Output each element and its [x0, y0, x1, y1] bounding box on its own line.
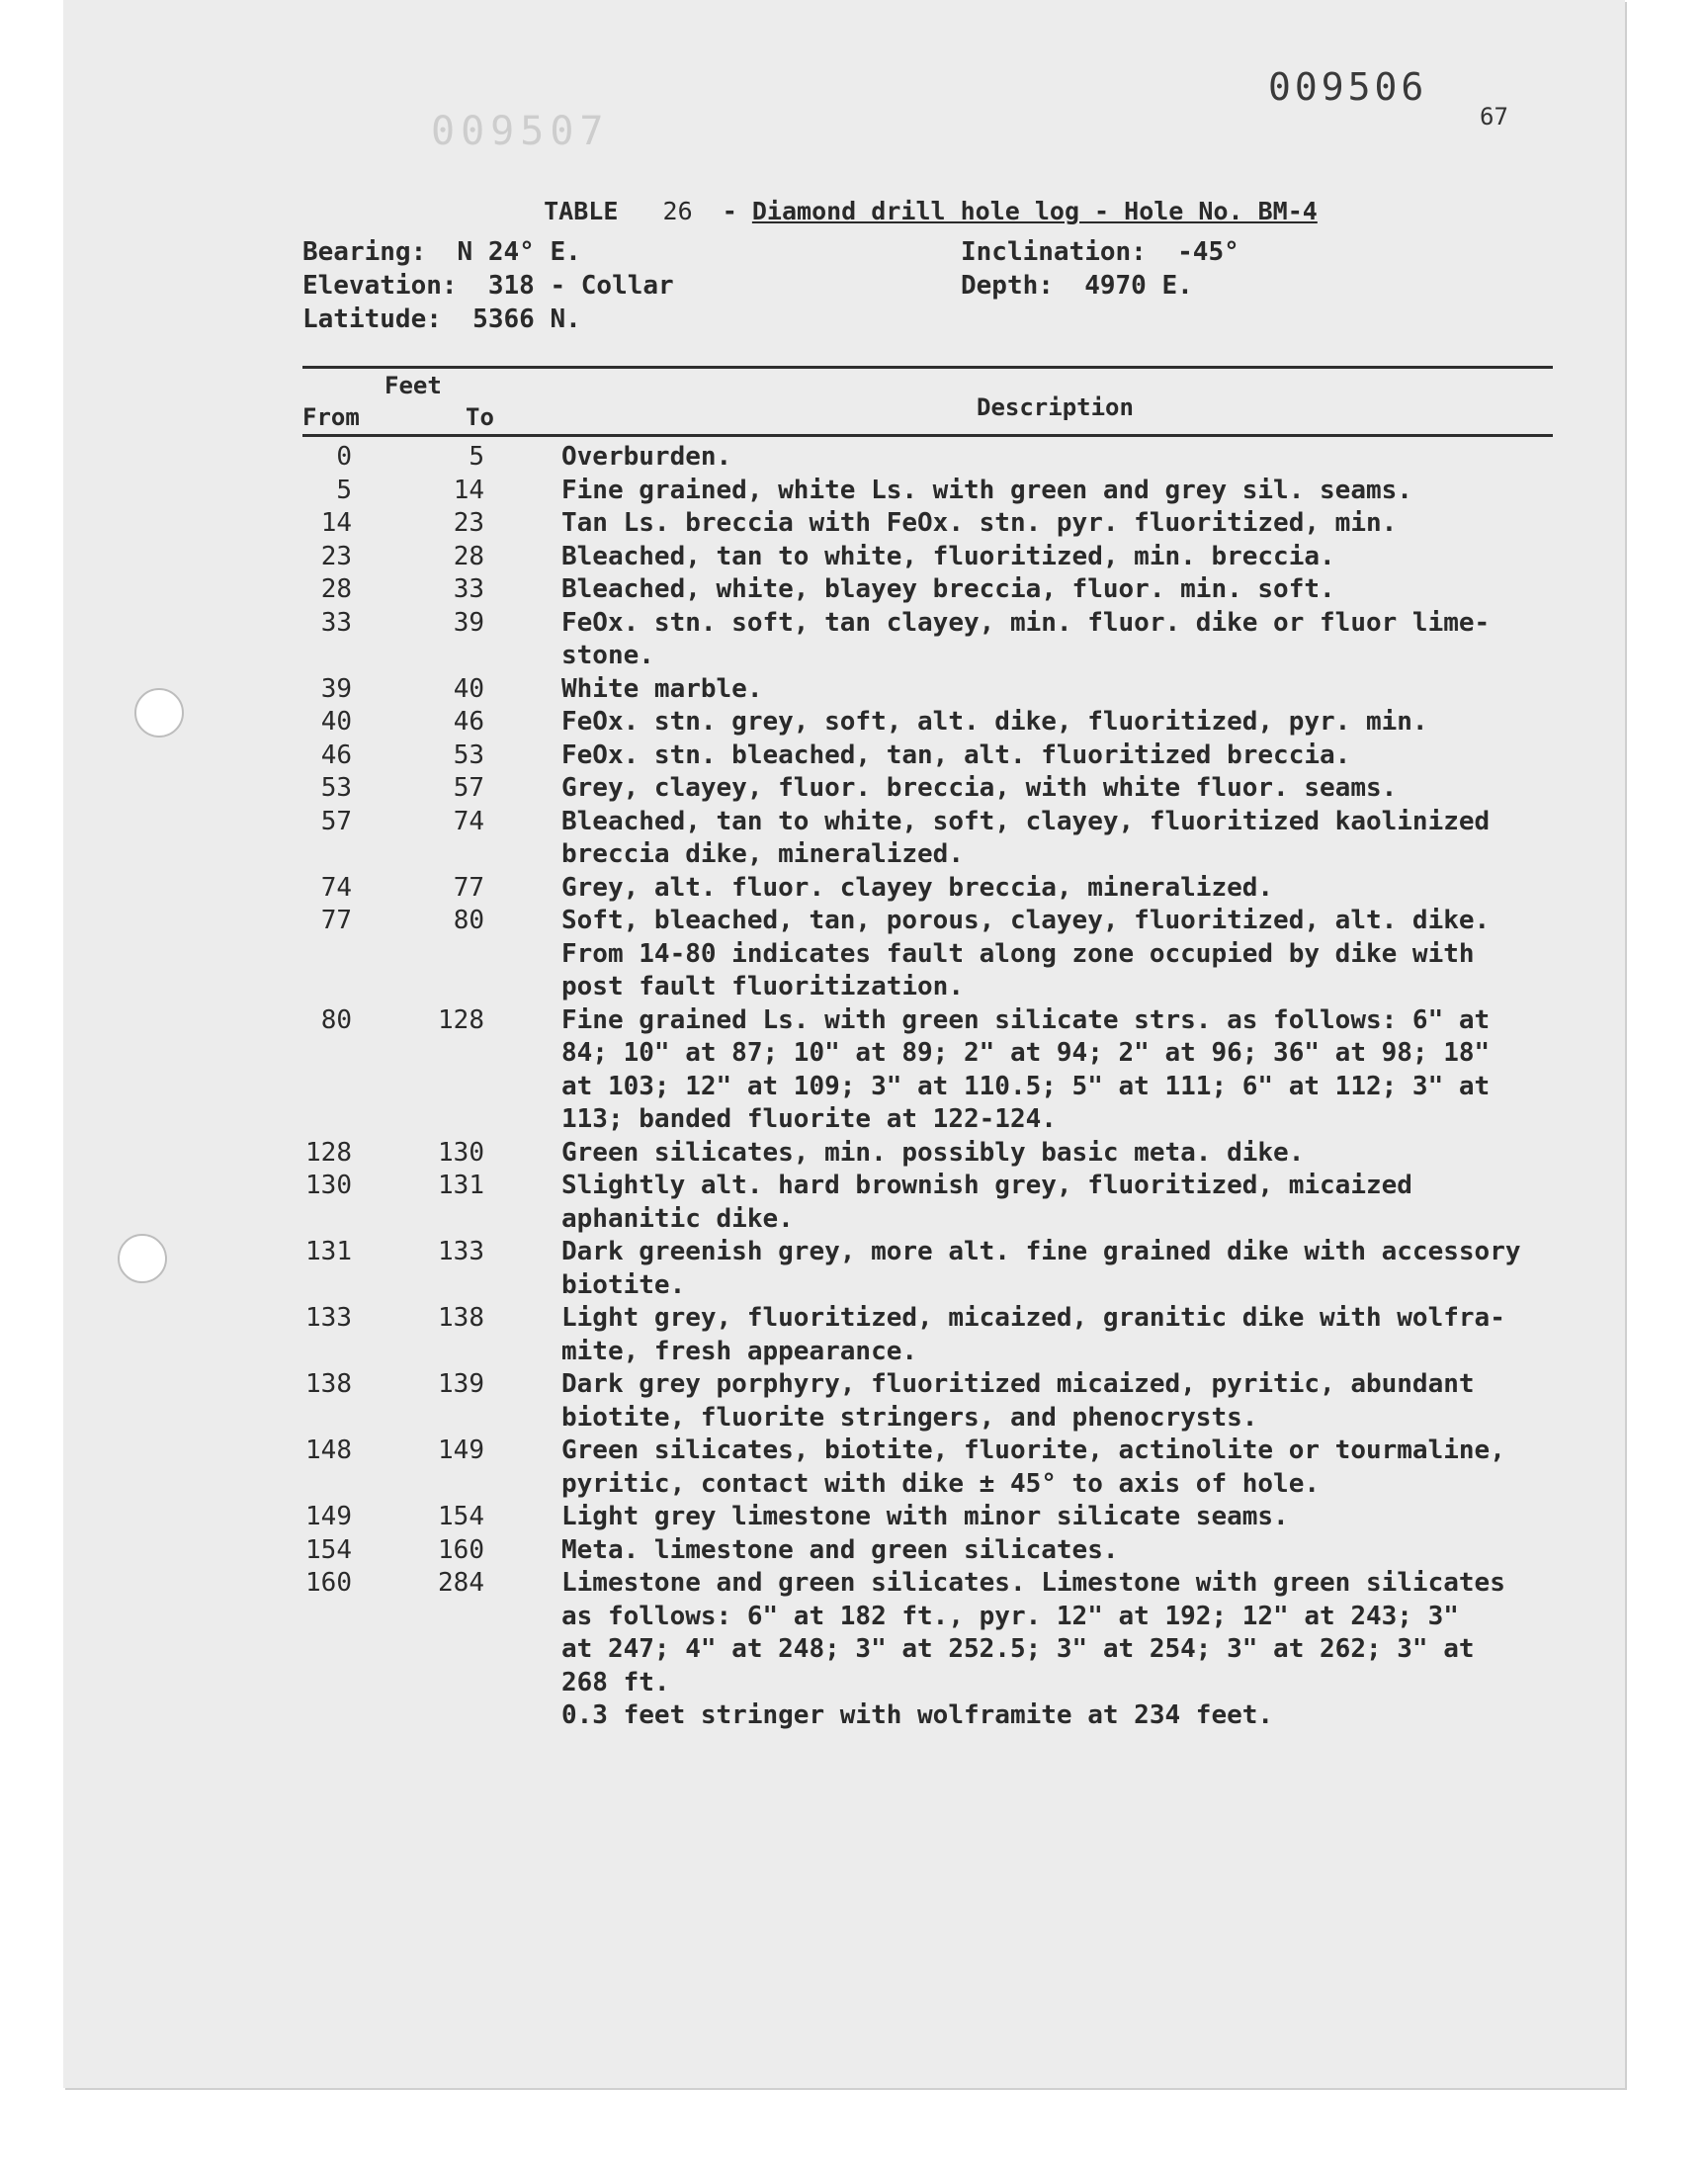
from-feet: 128	[305, 1137, 352, 1168]
table-header-rule	[302, 434, 1553, 437]
from-feet: 33	[320, 607, 352, 638]
from-feet: 74	[320, 872, 352, 903]
from-feet: 28	[320, 574, 352, 604]
bearing: Bearing: N 24° E.	[302, 237, 581, 267]
page-number: 67	[1480, 103, 1508, 130]
description: Grey, clayey, fluor. breccia, with white fluor. seams.	[561, 773, 1398, 803]
from-feet: 77	[320, 906, 352, 935]
table-row	[0, 573, 1581, 607]
description: Meta. limestone and green silicates.	[561, 1534, 1119, 1565]
description: Grey, alt. fluor. clayey breccia, mineralized.	[561, 872, 1274, 903]
description: Green silicates, min. possibly basic meta. dike.	[561, 1137, 1305, 1168]
table-row	[0, 1302, 1581, 1368]
from-feet: 154	[305, 1534, 352, 1565]
column-header-to: To	[466, 403, 494, 431]
from-feet: 133	[305, 1303, 352, 1333]
from-feet: 46	[320, 740, 352, 770]
to-feet: 154	[438, 1502, 484, 1531]
table-row	[0, 772, 1581, 806]
to-feet: 57	[453, 773, 484, 803]
to-feet: 5	[469, 442, 484, 472]
depth: Depth: 4970 E.	[961, 271, 1193, 301]
inclination: Inclination: -45°	[961, 237, 1239, 267]
from-feet: 0	[336, 442, 352, 472]
from-feet: 80	[320, 1004, 352, 1035]
table-row	[0, 1534, 1581, 1568]
title-number: 26	[662, 197, 693, 225]
description: Soft, bleached, tan, porous, clayey, fluoritized, alt. dike. From 14-80 indicates fault along zone occupied by dike with post fault fluoritization.	[561, 906, 1491, 1001]
to-feet: 160	[438, 1534, 484, 1565]
to-feet: 46	[453, 707, 484, 737]
from-feet: 149	[305, 1502, 352, 1531]
title-prefix: TABLE	[544, 197, 619, 225]
to-feet: 74	[453, 806, 484, 836]
to-feet: 40	[453, 673, 484, 704]
from-feet: 138	[305, 1369, 352, 1399]
document-number: 009506	[1268, 65, 1428, 109]
to-feet: 33	[453, 574, 484, 604]
from-feet: 14	[320, 508, 352, 538]
table-row	[0, 673, 1581, 707]
description: Light grey limestone with minor silicate seams.	[561, 1502, 1289, 1531]
from-feet: 40	[320, 707, 352, 737]
table-row	[0, 1004, 1581, 1137]
description: Slightly alt. hard brownish grey, fluoritized, micaized aphanitic dike.	[561, 1171, 1412, 1234]
from-feet: 57	[320, 806, 352, 836]
description: Bleached, white, blayey breccia, fluor. min. soft.	[561, 574, 1335, 604]
description: Dark greenish grey, more alt. fine grained dike with accessory biotite.	[561, 1237, 1521, 1300]
to-feet: 128	[438, 1004, 484, 1035]
table-row	[0, 1137, 1581, 1171]
from-feet: 5	[336, 475, 352, 505]
to-feet: 130	[438, 1137, 484, 1168]
column-header-feet: Feet	[384, 372, 442, 399]
description: Bleached, tan to white, soft, clayey, fluoritized kaolinized breccia dike, mineralized.	[561, 806, 1491, 869]
faint-document-number: 009507	[431, 109, 610, 154]
to-feet: 53	[453, 740, 484, 770]
description: Fine grained Ls. with green silicate strs. as follows: 6" at 84; 10" at 87; 10" at 89; 2" at 94; 2" at 96; 36" at 98; 18" at 103; 12" at 109; 3" at 110.5; 5" at 111; 6" at 112; 3" at 113; banded fluorite at 122-124.	[561, 1004, 1491, 1134]
table-row	[0, 1435, 1581, 1501]
from-feet: 160	[305, 1568, 352, 1598]
description: FeOx. stn. bleached, tan, alt. fluoritized breccia.	[561, 740, 1351, 770]
table-row	[0, 1567, 1581, 1733]
table-row	[0, 475, 1581, 508]
column-header-from: From	[302, 403, 360, 431]
elevation: Elevation: 318 - Collar	[302, 271, 674, 301]
to-feet: 138	[438, 1303, 484, 1333]
description: FeOx. stn. soft, tan clayey, min. fluor. dike or fluor lime- stone.	[561, 607, 1491, 670]
to-feet: 23	[453, 508, 484, 538]
table-row	[0, 507, 1581, 541]
table-row	[0, 1368, 1581, 1435]
description: Fine grained, white Ls. with green and grey sil. seams.	[561, 475, 1412, 505]
description: Dark grey porphyry, fluoritized micaized, pyritic, abundant biotite, fluorite stringers, and phenocrysts.	[561, 1369, 1475, 1433]
table-row	[0, 607, 1581, 673]
description: Limestone and green silicates. Limestone with green silicates as follows: 6" at 182 ft., pyr. 12" at 192; 12" at 243; 3" at 247; 4" at 248; 3" at 252.5; 3" at 254; 3" at 262; 3" at 268 ft. 0.3 feet stringer with wolframite at 234 feet.	[561, 1568, 1505, 1730]
to-feet: 139	[438, 1369, 484, 1399]
table-row	[0, 1170, 1581, 1236]
table-row	[0, 441, 1581, 475]
to-feet: 28	[453, 541, 484, 571]
description: Bleached, tan to white, fluoritized, min. breccia.	[561, 541, 1335, 571]
table-row	[0, 1236, 1581, 1302]
table-title	[514, 168, 1318, 225]
latitude: Latitude: 5366 N.	[302, 304, 581, 334]
from-feet: 131	[305, 1237, 352, 1266]
from-feet: 23	[320, 541, 352, 571]
from-feet: 148	[305, 1436, 352, 1465]
table-row	[0, 872, 1581, 906]
description: Overburden.	[561, 442, 732, 472]
description: White marble.	[561, 673, 763, 704]
description: Green silicates, biotite, fluorite, actinolite or tourmaline, pyritic, contact with dike ± 45° to axis of hole.	[561, 1436, 1505, 1499]
table-top-rule	[302, 366, 1553, 369]
description: Light grey, fluoritized, micaized, granitic dike with wolfra- mite, fresh appearance.	[561, 1303, 1505, 1366]
to-feet: 77	[453, 872, 484, 903]
description: FeOx. stn. grey, soft, alt. dike, fluoritized, pyr. min.	[561, 707, 1428, 737]
to-feet: 14	[453, 475, 484, 505]
table-row	[0, 1501, 1581, 1534]
log-table-body	[0, 441, 1581, 1733]
table-row	[0, 541, 1581, 574]
table-row	[0, 806, 1581, 872]
table-row	[0, 740, 1581, 773]
to-feet: 80	[453, 906, 484, 935]
column-header-description: Description	[977, 393, 1134, 421]
to-feet: 284	[438, 1568, 484, 1598]
title-text: Diamond drill hole log - Hole No. BM-4	[751, 197, 1318, 225]
to-feet: 131	[438, 1171, 484, 1200]
to-feet: 149	[438, 1436, 484, 1465]
table-row	[0, 706, 1581, 740]
to-feet: 39	[453, 607, 484, 638]
from-feet: 130	[305, 1171, 352, 1200]
to-feet: 133	[438, 1237, 484, 1266]
title-dash: -	[722, 197, 737, 225]
from-feet: 39	[320, 673, 352, 704]
from-feet: 53	[320, 773, 352, 803]
table-row	[0, 905, 1581, 1004]
description: Tan Ls. breccia with FeOx. stn. pyr. fluoritized, min.	[561, 508, 1398, 538]
